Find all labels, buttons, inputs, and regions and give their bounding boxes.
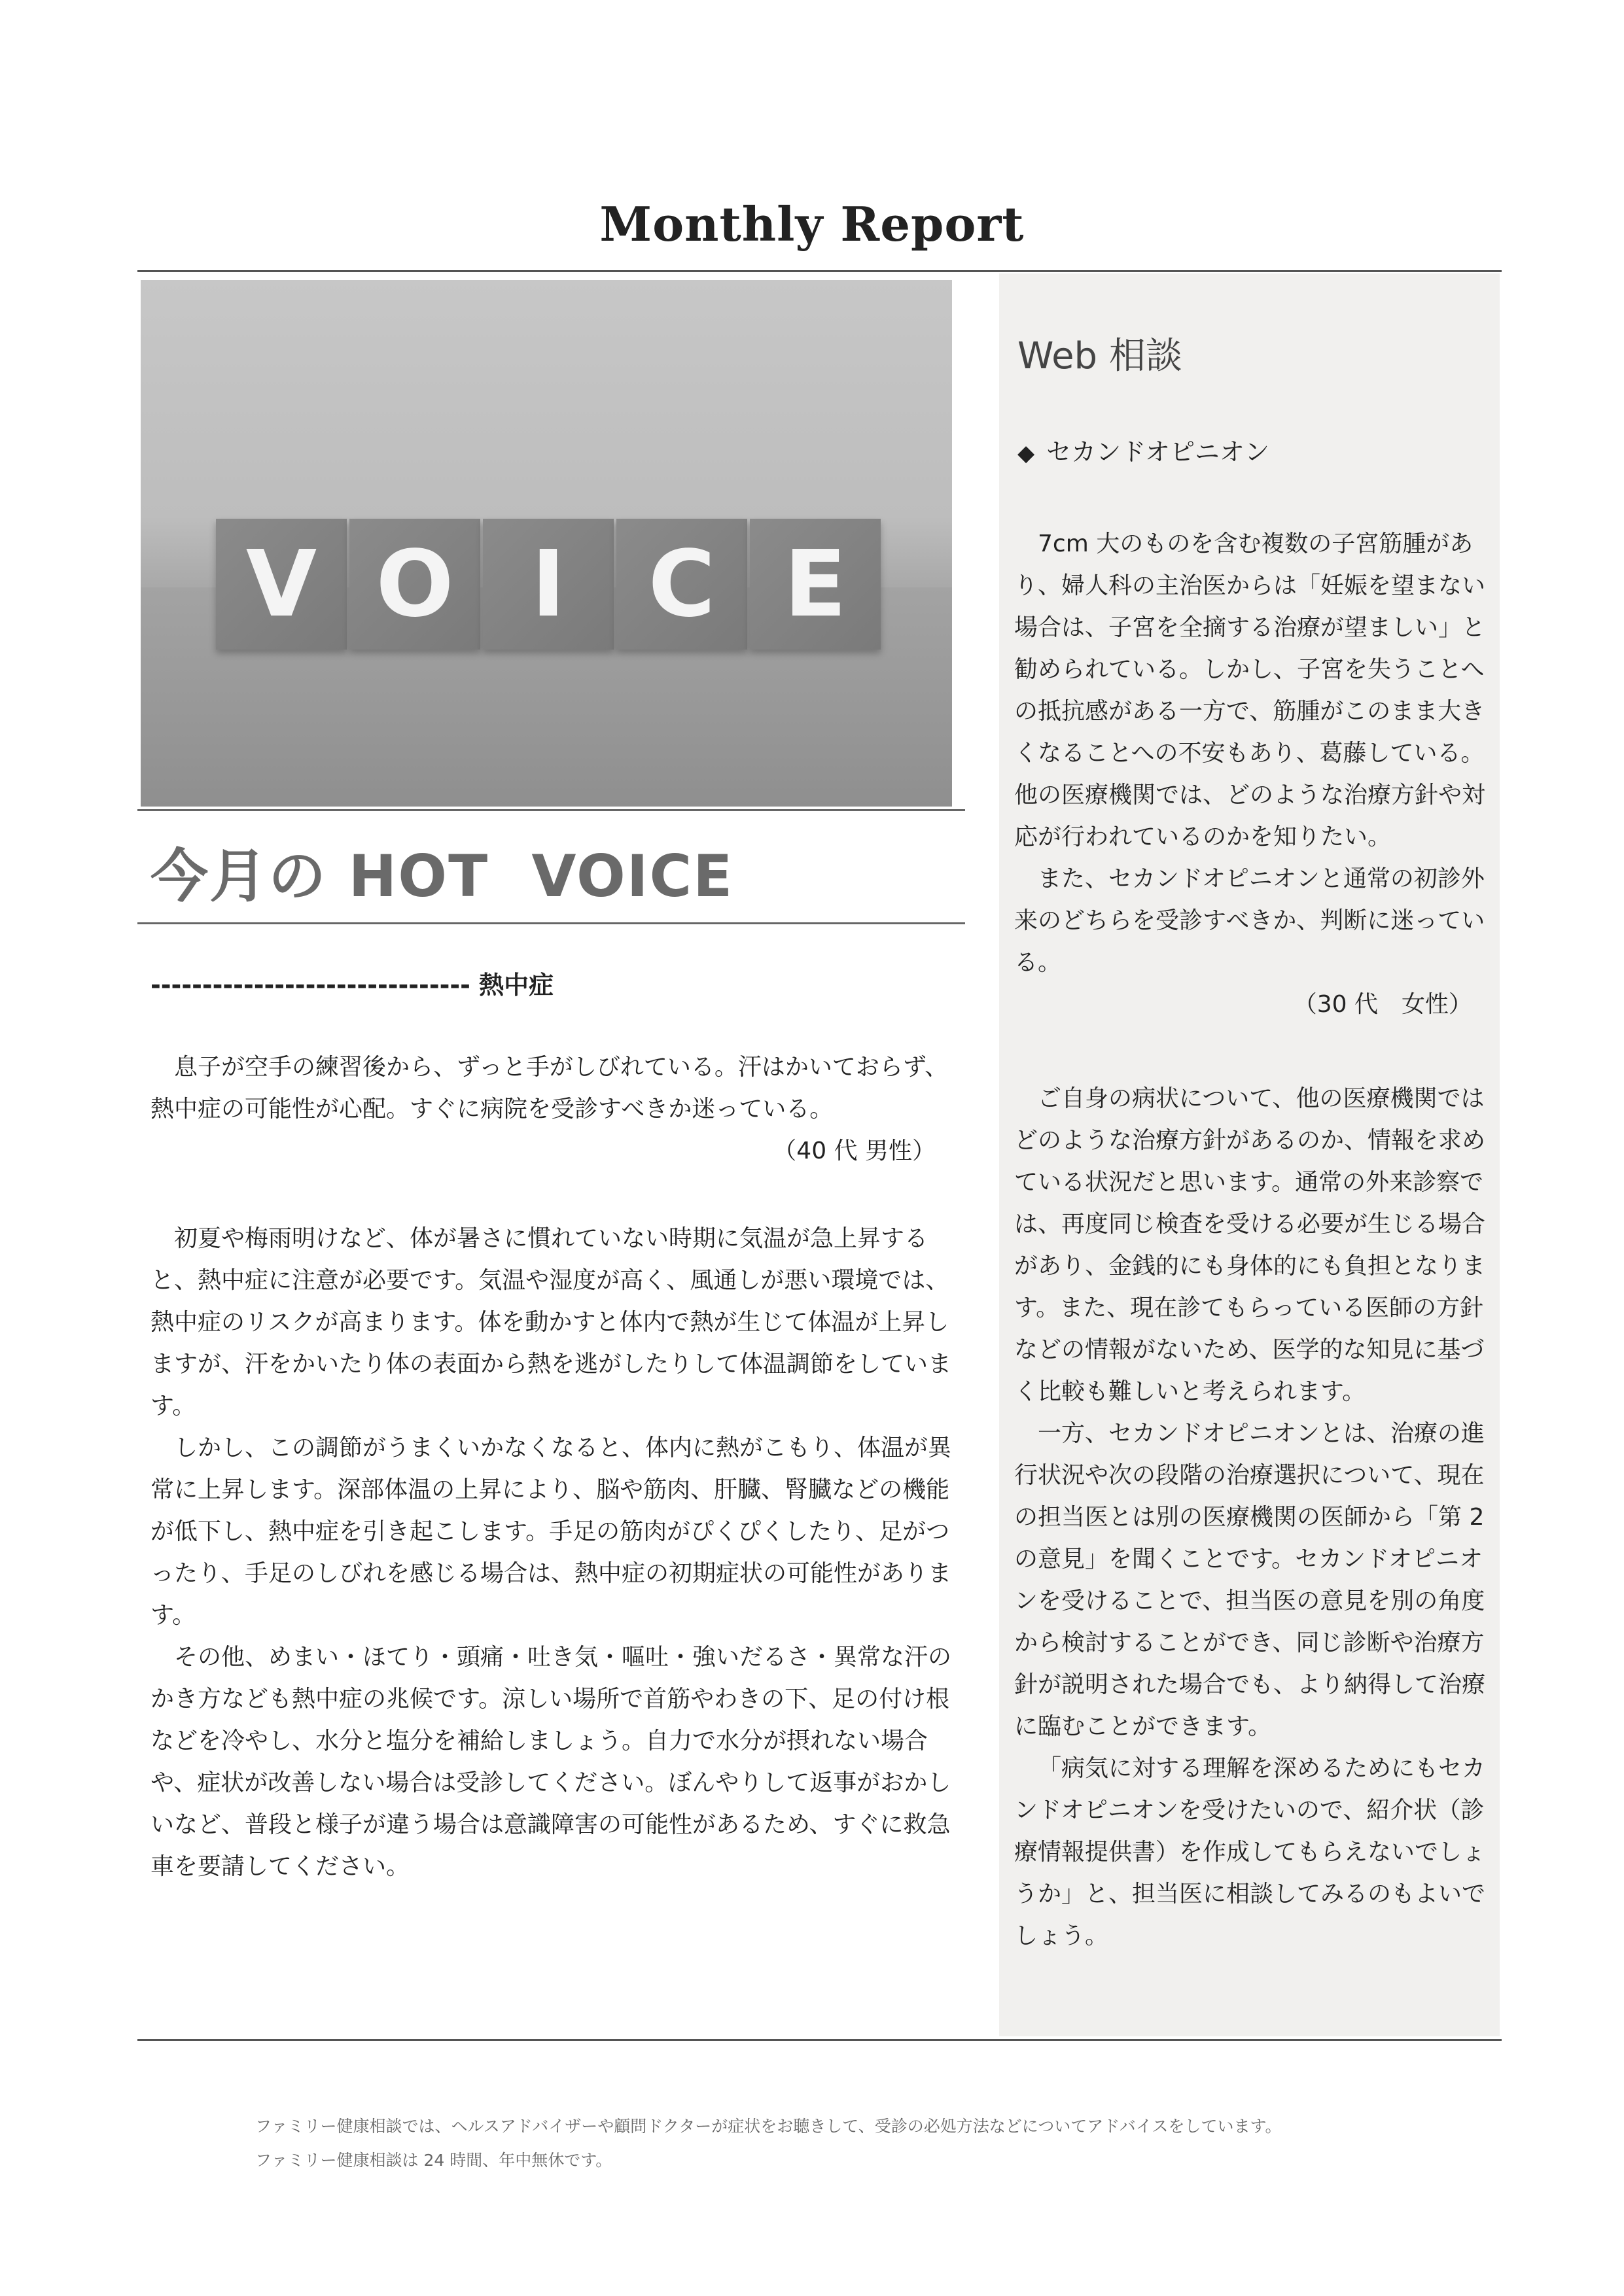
question-attribution: （40 代 男性） <box>773 1138 936 1164</box>
answer-paragraph: 「病気に対する理解を深めるためにもセカンドオピニオンを受けたいので、紹介状（診療情報提供書）を作成してもらえないでしょうか」と、担当医に相談してみるのもよいでしょう。 <box>1014 1755 1486 1949</box>
web-consult-body <box>1014 523 1485 1957</box>
header-rule <box>137 270 1502 272</box>
web-consult-subtitle <box>1017 432 1269 468</box>
letter-block: I <box>483 519 614 650</box>
footer-note <box>255 2110 1498 2178</box>
page-title: Monthly Report <box>599 196 1025 252</box>
question-paragraph: 7cm 大のものを含む複数の子宮筋腫があり、婦人科の主治医からは「妊娠を望まない場合は、子宮を全摘する治療が望ましい」と勧められている。しかし、子宮を失うことへの抵抗感がある一方で、筋腫がこのまま大きくなることへの不安もあり、葛藤している。他の医療機関では、どのような治療方針や対応が行われているのかを知りたい。 <box>1014 531 1486 850</box>
voice-photo <box>141 280 952 807</box>
answer-paragraph: ご自身の病状について、他の医療機関ではどのような治療方針があるのか、情報を求めている状況だと思います。通常の外来診察では、再度同じ検査を受ける必要が生じる場合があり、金銭的にも身体的にも負担となります。また、現在診てもらっている医師の方針などの情報がないため、医学的な知見に基づく比較も難しいと考えられます。 <box>1014 1085 1486 1405</box>
answer-paragraph: その他、めまい・ほてり・頭痛・吐き気・嘔吐・強いだるさ・異常な汗のかき方なども熱中症の兆候です。涼しい場所で首筋やわきの下、足の付け根などを冷やし、水分と塩分を補給しましょう。自力で水分が摂れない場合や、症状が改善しない場合は受診してください。ぼんやりして返事がおかしいなど、普段と様子が違う場合は意識障害の可能性があるため、すぐに救急車を要請してください。 <box>150 1644 952 1880</box>
hot-voice-body <box>150 1047 955 1888</box>
hot-voice-title: 今月の HOT VOICE <box>150 843 734 910</box>
answer-paragraph: 一方、セカンドオピニオンとは、治療の進行状況や次の段階の治療選択について、現在の担当医とは別の医療機関の医師から「第 2 の意見」を聞くことです。セカンドオピニオンを受けることで、担当医の意見を別の角度から検討することができ、同じ診断や治療方針が説明された場合でも、より納得して治療に臨むことができます。 <box>1014 1420 1486 1740</box>
topic-label: ------------------------------- 熱中症 <box>150 971 554 1000</box>
letter-blocks <box>216 519 883 650</box>
footer-rule <box>137 2039 1502 2041</box>
subtitle-text: セカンドオピニオン <box>1046 438 1270 466</box>
letter-block: O <box>349 519 480 650</box>
answer-paragraph: しかし、この調節がうまくいかなくなると、体内に熱がこもり、体温が異常に上昇します。深部体温の上昇により、脳や筋肉、肝臓、腎臓などの機能が低下し、熱中症を引き起こします。手足の筋肉がぴくぴくしたり、足がつったり、手足のしびれを感じる場合は、熱中症の初期症状の可能性があります。 <box>150 1435 952 1629</box>
web-consult-title: Web 相談 <box>1017 335 1182 377</box>
question-attribution: （30 代 女性） <box>1293 991 1472 1018</box>
hot-voice-header <box>137 809 965 924</box>
footer-line: ファミリー健康相談では、ヘルスアドバイザーや顧問ドクターが症状をお聴きして、受診の必処方法などについてアドバイスをしています。 <box>255 2117 1282 2136</box>
letter-block: C <box>616 519 747 650</box>
answer-paragraph: 初夏や梅雨明けなど、体が暑さに慣れていない時期に気温が急上昇すると、熱中症に注意が必要です。気温や湿度が高く、風通しが悪い環境では、熱中症のリスクが高まります。体を動かすと体内で熱が生じて体温が上昇しますが、汗をかいたり体の表面から熱を逃がしたりして体温調節をしています。 <box>150 1225 952 1419</box>
letter-block: E <box>750 519 881 650</box>
letter-block: V <box>216 519 347 650</box>
footer-line: ファミリー健康相談は 24 時間、年中無休です。 <box>255 2151 612 2170</box>
question-paragraph: また、セカンドオピニオンと通常の初診外来のどちらを受診すべきか、判断に迷っている。 <box>1014 865 1485 976</box>
divider <box>137 922 965 924</box>
question-text: 息子が空手の練習後から、ずっと手がしびれている。汗はかいておらず、熱中症の可能性が心配。すぐに病院を受診すべきか迷っている。 <box>150 1054 948 1122</box>
diamond-bullet-icon: ◆ <box>1017 440 1035 466</box>
